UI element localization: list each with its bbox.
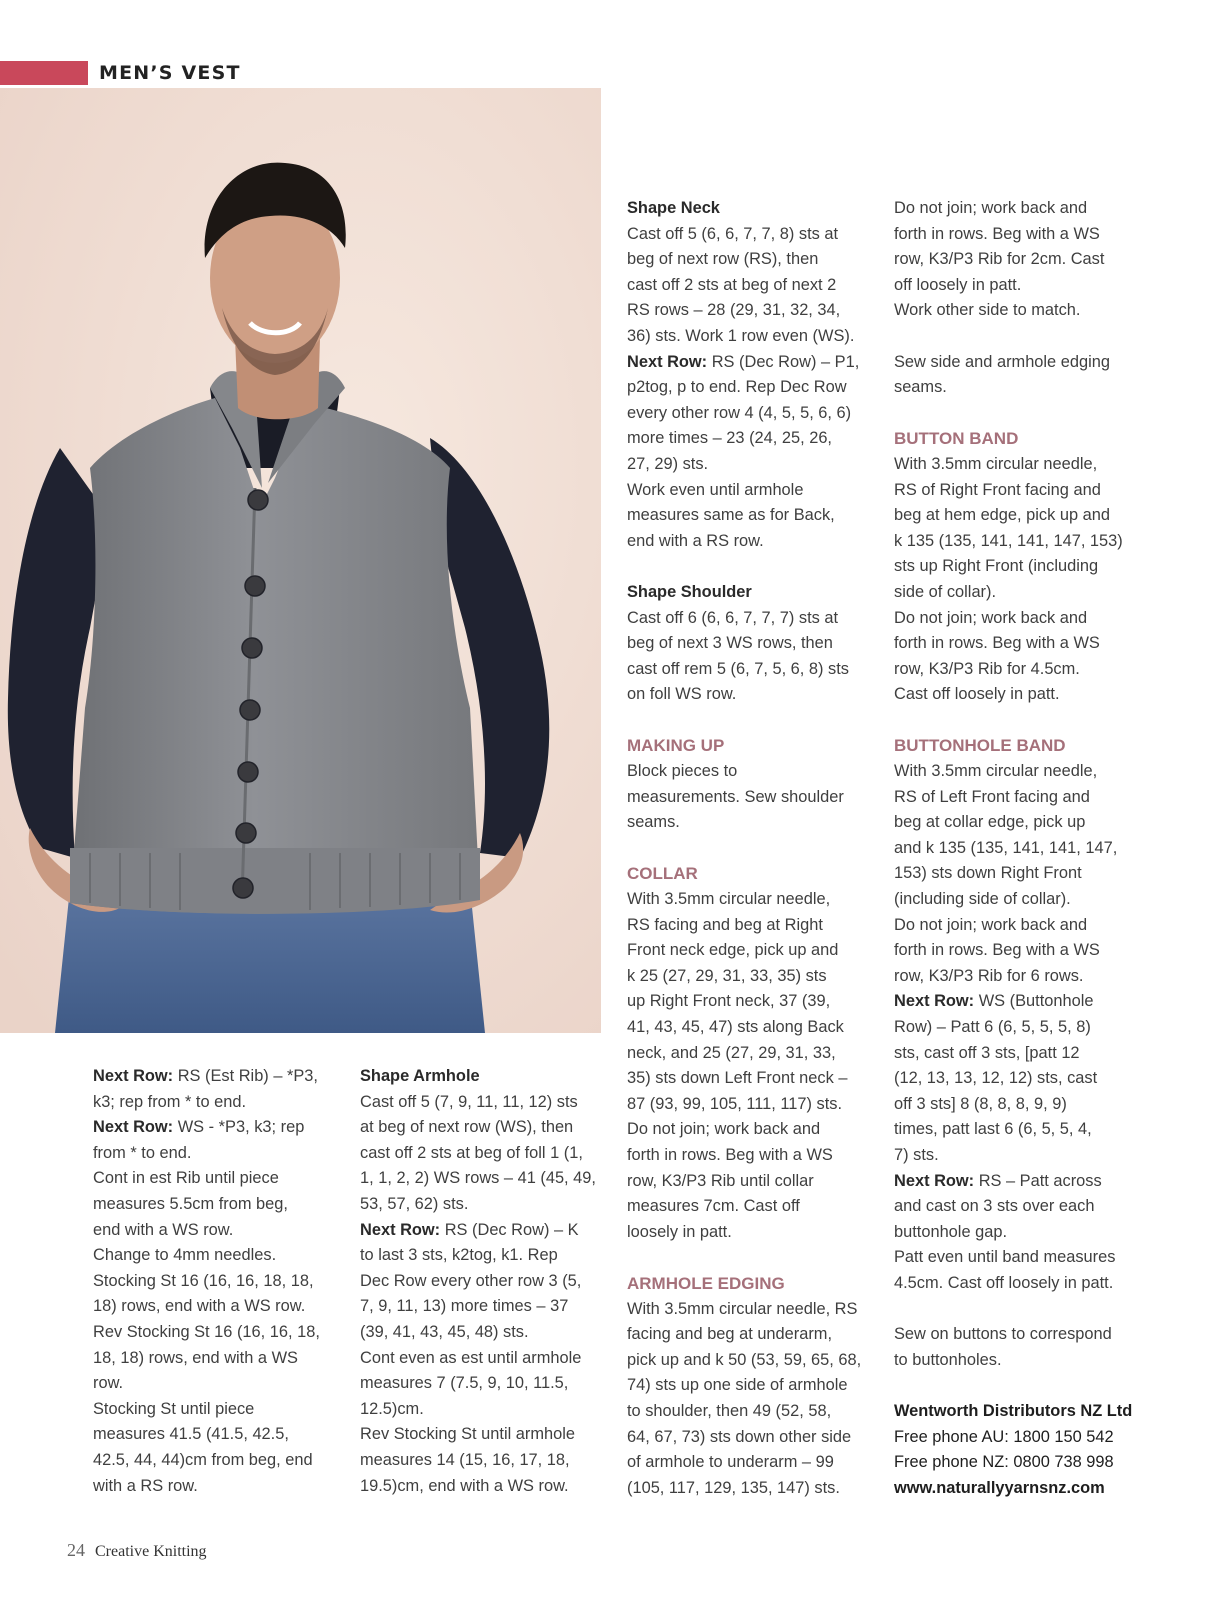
row-label: Next Row: [627, 352, 708, 371]
instruction-line: seams. [894, 378, 947, 397]
instruction-line [93, 1064, 343, 1090]
instruction-line: 42.5, 44, 44)cm from beg, end [93, 1450, 313, 1469]
instruction-line: forth in rows. Beg with a WS [894, 224, 1100, 243]
instruction-line: Cast off 6 (6, 6, 7, 7, 7) sts at [627, 608, 839, 627]
row-label: Next Row: [894, 992, 975, 1011]
instruction-line: measures 7cm. Cast off [627, 1197, 800, 1216]
instruction-line: 1, 1, 2, 2) WS rows – 41 (45, 49, [360, 1169, 596, 1188]
section-heading: BUTTONHOLE BAND [894, 736, 1066, 756]
instruction-line: Patt even until band measures [894, 1248, 1116, 1267]
instruction-line: row. [93, 1374, 124, 1393]
instruction-line: 53, 57, 62) sts. [360, 1194, 469, 1213]
instruction-line: 153) sts down Right Front [894, 864, 1082, 883]
instruction-line: Change to 4mm needles. [93, 1246, 277, 1265]
instruction-line: facing and beg at underarm, [627, 1325, 833, 1344]
row-text: RS – Patt across [974, 1171, 1102, 1190]
instruction-line: cast off 2 sts at beg of foll 1 (1, [360, 1143, 583, 1162]
column-shape-armhole [360, 1064, 610, 1499]
instruction-line: off loosely in patt. [894, 275, 1022, 294]
subheading: Shape Neck [627, 199, 720, 217]
instruction-line: k 135 (135, 141, 141, 147, 153) [894, 531, 1123, 550]
instruction-line: measures same as for Back, [627, 506, 835, 525]
row-text: RS (Est Rib) – *P3, [173, 1067, 318, 1085]
instruction-line: With 3.5mm circular needle, [627, 890, 831, 909]
instruction-line: pick up and k 50 (53, 59, 65, 68, [627, 1350, 862, 1369]
instruction-line: seams. [627, 813, 680, 832]
instruction-line: to shoulder, then 49 (52, 58, [627, 1401, 832, 1420]
instruction-line: up Right Front neck, 37 (39, [627, 992, 831, 1011]
section-title: MEN’S VEST [99, 62, 241, 84]
instruction-line: row, K3/P3 Rib for 4.5cm. [894, 659, 1080, 678]
subheading: Shape Shoulder [627, 582, 752, 601]
instruction-line: beg at hem edge, pick up and [894, 506, 1110, 525]
instruction-line: beg at collar edge, pick up [894, 813, 1086, 832]
instruction-line: 18, 18) rows, end with a WS [93, 1348, 298, 1367]
instruction-line: 74) sts up one side of armhole [627, 1376, 848, 1395]
instruction-line: buttonhole gap. [894, 1222, 1008, 1241]
distributor-line: www.naturallyyarnsnz.com [894, 1478, 1105, 1497]
row-text: WS (Buttonhole [974, 992, 1094, 1011]
instruction-line: Rev Stocking St 16 (16, 16, 18, [93, 1322, 320, 1341]
instruction-line: With 3.5mm circular needle, RS [627, 1299, 858, 1318]
instruction-line: Do not join; work back and [894, 199, 1088, 217]
instruction-line: Cont in est Rib until piece [93, 1169, 279, 1188]
paragraph-spacer [627, 554, 877, 580]
instruction-line: Sew on buttons to correspond [894, 1325, 1112, 1344]
instruction-line: to buttonholes. [894, 1350, 1002, 1369]
instruction-line: RS of Right Front facing and [894, 480, 1101, 499]
paragraph-spacer [894, 1297, 1156, 1323]
paragraph-spacer [894, 401, 1156, 427]
instruction-line [93, 1115, 343, 1141]
page-footer [67, 1540, 207, 1561]
paragraph-spacer [627, 1245, 877, 1271]
model-photo [0, 88, 601, 1033]
instruction-line: k 25 (27, 29, 31, 33, 35) sts [627, 966, 827, 985]
instruction-line: side of collar). [894, 582, 997, 601]
instruction-line: Cast off 5 (6, 6, 7, 7, 8) sts at [627, 224, 839, 243]
instruction-line: loosely in patt. [627, 1222, 732, 1241]
distributor-line: Free phone AU: 1800 150 542 [894, 1427, 1114, 1446]
instruction-line: sts up Right Front (including [894, 557, 1099, 576]
instruction-line: 12.5)cm. [360, 1399, 424, 1418]
instruction-line: Work even until armhole [627, 480, 804, 499]
instruction-line [360, 1218, 610, 1244]
instruction-line: and k 135 (135, 141, 141, 147, [894, 838, 1118, 857]
row-label: Next Row: [360, 1220, 441, 1239]
instruction-line: beg of next row (RS), then [627, 250, 819, 269]
instruction-line: of armhole to underarm – 99 [627, 1453, 834, 1472]
instruction-line: measures 41.5 (41.5, 42.5, [93, 1425, 289, 1444]
column-back-rib [93, 1064, 343, 1499]
instruction-line: 87 (93, 99, 105, 111, 117) sts. [627, 1094, 843, 1113]
section-heading: BUTTON BAND [894, 429, 1019, 449]
instruction-line: Do not join; work back and [627, 1120, 821, 1139]
instruction-line: forth in rows. Beg with a WS [627, 1145, 833, 1164]
header-accent-bar [0, 61, 88, 85]
vest-photo-illustration [0, 88, 601, 1033]
column-button-bands [894, 196, 1156, 1501]
instruction-line: Work other side to match. [894, 301, 1081, 320]
instruction-line: from * to end. [93, 1143, 192, 1162]
section-heading: ARMHOLE EDGING [627, 1273, 785, 1293]
instruction-line [627, 350, 877, 376]
instruction-line: 19.5)cm, end with a WS row. [360, 1476, 569, 1495]
instruction-line: 27, 29) sts. [627, 454, 709, 473]
instruction-line: (39, 41, 43, 45, 48) sts. [360, 1322, 529, 1341]
instruction-line: at beg of next row (WS), then [360, 1118, 574, 1137]
instruction-line: 35) sts down Left Front neck – [627, 1069, 848, 1088]
instruction-line: Block pieces to [627, 762, 738, 781]
instruction-line: 18) rows, end with a WS row. [93, 1297, 306, 1316]
instruction-line: forth in rows. Beg with a WS [894, 941, 1100, 960]
instruction-line: 4.5cm. Cast off loosely in patt. [894, 1273, 1114, 1292]
instruction-line [894, 1169, 1156, 1195]
instruction-line: With 3.5mm circular needle, [894, 762, 1098, 781]
magazine-name: Creative Knitting [95, 1543, 207, 1560]
instruction-line: 41, 43, 45, 47) sts along Back [627, 1018, 844, 1036]
instruction-line: end with a RS row. [627, 531, 764, 550]
instruction-line: 64, 67, 73) sts down other side [627, 1427, 852, 1446]
instruction-line: Front neck edge, pick up and [627, 941, 839, 960]
instruction-line: Rev Stocking St until armhole [360, 1425, 575, 1444]
instruction-line: measures 5.5cm from beg, [93, 1194, 288, 1213]
row-label: Next Row: [894, 1171, 975, 1190]
instruction-line [894, 989, 1156, 1015]
instruction-line: measures 14 (15, 16, 17, 18, [360, 1450, 570, 1469]
row-label: Next Row: [93, 1067, 174, 1085]
distributor-line: Free phone NZ: 0800 738 998 [894, 1453, 1114, 1472]
instruction-line: (including side of collar). [894, 890, 1071, 909]
instruction-line: times, patt last 6 (6, 5, 5, 4, [894, 1120, 1092, 1139]
instruction-line: Do not join; work back and [894, 915, 1088, 934]
instruction-line: Do not join; work back and [894, 608, 1088, 627]
instruction-line: 36) sts. Work 1 row even (WS). [627, 326, 855, 345]
instruction-line: cast off rem 5 (6, 7, 5, 6, 8) sts [627, 659, 849, 678]
distributor-line: Wentworth Distributors NZ Ltd [894, 1401, 1133, 1420]
instruction-line: (12, 13, 13, 12, 12) sts, cast [894, 1069, 1098, 1088]
instruction-line: every other row 4 (4, 5, 5, 6, 6) [627, 403, 852, 422]
paragraph-spacer [627, 708, 877, 734]
row-text: RS (Dec Row) – P1, [707, 352, 860, 371]
instruction-line: 7, 9, 11, 13) more times – 37 [360, 1297, 569, 1316]
instruction-line: row, K3/P3 Rib for 2cm. Cast [894, 250, 1105, 269]
instruction-line: Stocking St until piece [93, 1399, 255, 1418]
instruction-line: p2tog, p to end. Rep Dec Row [627, 378, 847, 397]
instruction-line: beg of next 3 WS rows, then [627, 634, 833, 653]
paragraph-spacer [894, 708, 1156, 734]
instruction-line: off 3 sts] 8 (8, 8, 8, 9, 9) [894, 1094, 1067, 1113]
instruction-line: and cast on 3 sts over each [894, 1197, 1095, 1216]
row-text: RS (Dec Row) – K [440, 1220, 579, 1239]
instruction-line: to last 3 sts, k2tog, k1. Rep [360, 1246, 558, 1265]
instruction-line: measures 7 (7.5, 9, 10, 11.5, [360, 1374, 569, 1393]
instruction-line: sts, cast off 3 sts, [patt 12 [894, 1043, 1080, 1062]
instruction-line: end with a WS row. [93, 1220, 234, 1239]
row-text: WS - *P3, k3; rep [173, 1118, 305, 1137]
section-heading: MAKING UP [627, 736, 725, 756]
section-heading: COLLAR [627, 864, 698, 884]
instruction-line: Dec Row every other row 3 (5, [360, 1271, 582, 1290]
paragraph-spacer [894, 324, 1156, 350]
paragraph-spacer [627, 836, 877, 862]
instruction-line: RS rows – 28 (29, 31, 32, 34, [627, 301, 841, 320]
instruction-line: Sew side and armhole edging [894, 352, 1110, 371]
instruction-line: 7) sts. [894, 1145, 939, 1164]
instruction-line: RS facing and beg at Right [627, 915, 823, 934]
instruction-line: neck, and 25 (27, 29, 31, 33, [627, 1043, 836, 1062]
instruction-line: RS of Left Front facing and [894, 787, 1090, 806]
instruction-line: Cast off 5 (7, 9, 11, 11, 12) sts [360, 1092, 578, 1111]
page-number: 24 [67, 1540, 85, 1560]
row-label: Next Row: [93, 1118, 174, 1137]
instruction-line: row, K3/P3 Rib for 6 rows. [894, 966, 1084, 985]
instruction-line: Stocking St 16 (16, 16, 18, 18, [93, 1271, 314, 1290]
instruction-line: k3; rep from * to end. [93, 1092, 247, 1111]
instruction-line: With 3.5mm circular needle, [894, 454, 1098, 473]
instruction-line: forth in rows. Beg with a WS [894, 634, 1100, 653]
instruction-line: with a RS row. [93, 1476, 198, 1495]
paragraph-spacer [894, 1373, 1156, 1399]
instruction-line: Cont even as est until armhole [360, 1348, 582, 1367]
instruction-line: more times – 23 (24, 25, 26, [627, 429, 832, 448]
instruction-line: measurements. Sew shoulder [627, 787, 844, 806]
instruction-line: cast off 2 sts at beg of next 2 [627, 275, 837, 294]
subheading: Shape Armhole [360, 1067, 480, 1085]
instruction-line: row, K3/P3 Rib until collar [627, 1171, 814, 1190]
instruction-line: Cast off loosely in patt. [894, 685, 1060, 704]
instruction-line: on foll WS row. [627, 685, 737, 704]
instruction-line: (105, 117, 129, 135, 147) sts. [627, 1478, 840, 1497]
instruction-line: Row) – Patt 6 (6, 5, 5, 5, 8) [894, 1018, 1091, 1036]
column-shape-neck [627, 196, 877, 1501]
